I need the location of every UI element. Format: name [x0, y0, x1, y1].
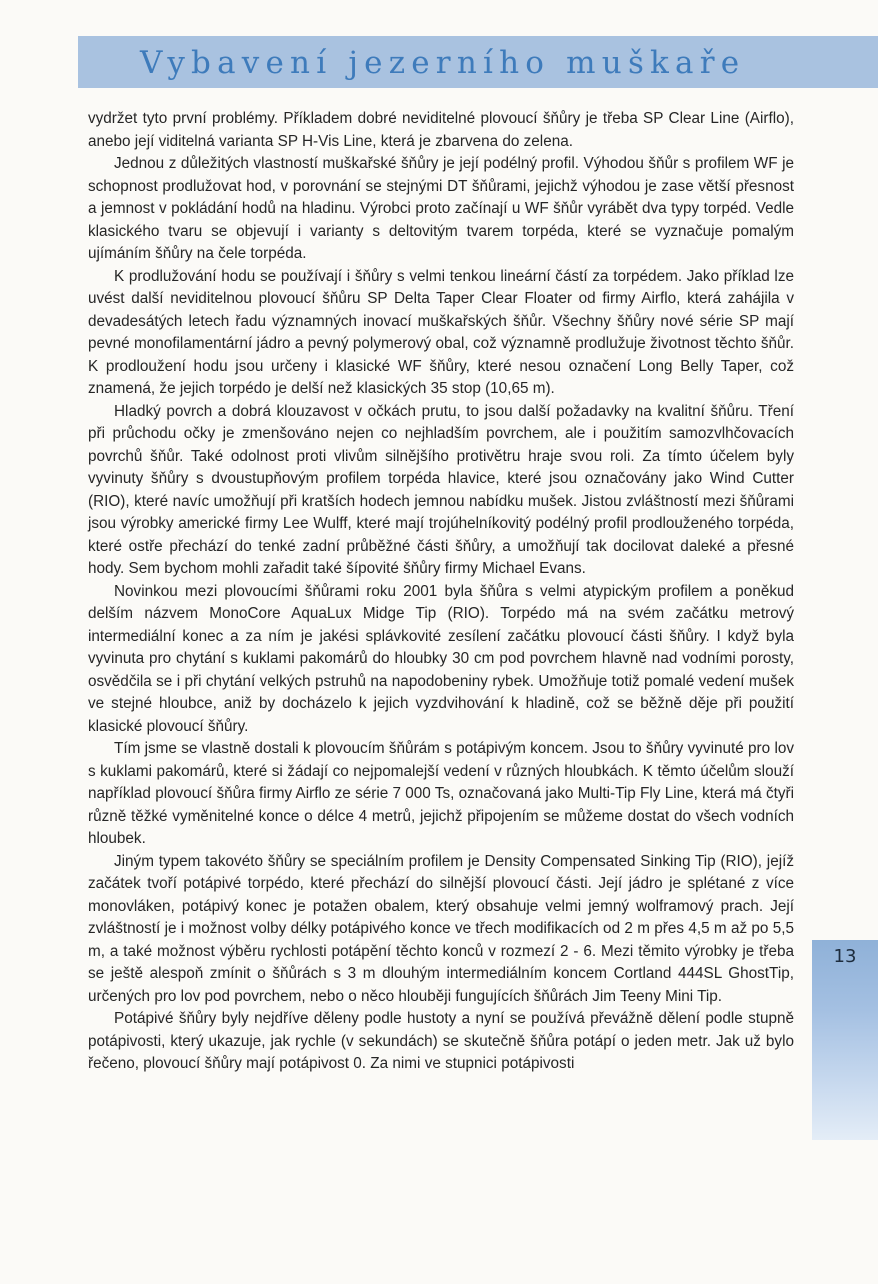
paragraph-5: Novinkou mezi plovoucími šňůrami roku 2001 byla šňůra s velmi atypickým profilem a poněkud delším názvem MonoCore AquaLux Midge Tip (RIO). Torpédo má na svém začátku metrový intermediální konec a za ním je jakési splávkovité zesílení začátku plovoucí části šňůry. I když byla vyvinuta pro chytání s kuklami pakomárů do hloubky 30 cm pod povrchem hlavně nad vodními porosty, osvědčila se i při chytání velkých pstruhů na napodobeniny rybek. Umožňuje totiž pomalé vedení mušek ve stejné hloubce, aniž by docházelo k jejich vyzdvihování k hladině, což se běžně děje při použití klasické plovoucí šňůry. — [88, 582, 794, 735]
paragraph-7: Jiným typem takovéto šňůry se speciálním profilem je Density Compensated Sinking Tip (RIO), jejíž začátek tvoří potápivé torpédo, které přechází do silnější plovoucí části. Její jádro je splétané z více monovláken, potápivý konec je potažen obalem, který obsahuje velmi jemný wolframový prach. Její zvláštností je i možnost volby délky potápivého konce ve třech modifikacích od 2 m přes 4,5 m až po 5,5 m, a také možnost výběru rychlosti potápění těchto konců v rozmezí 2 - 6. Mezi těmito výrobky je třeba se ještě alespoň zmínit o šňůrách s 3 m dlouhým intermediálním koncem Cortland 444SL GhostTip, určených pro lov pod povrchem, nebo o něco hlouběji fungujících šňůrách Jim Teeny Mini Tip. — [88, 852, 794, 1005]
paragraph-2: Jednou z důležitých vlastností muškařské šňůry je její podélný profil. Výhodou šňůr s profilem WF je schopnost prodlužovat hod, v porovnání se stejnými DT šňůrami, jejichž výhodou je zase větší přesnost a jemnost v pokládání hodů na hladinu. Výrobci proto začínají u WF šňůr vyrábět dva typy torpéd. Vedle klasického tvaru se objevují i varianty s deltovitým tvarem torpéda, které se vyznačuje pomalým ujímáním šňůry na čele torpéda. — [88, 155, 794, 262]
paragraph-6: Tím jsme se vlastně dostali k plovoucím šňůrám s potápivým koncem. Jsou to šňůry vyvinuté pro lov s kuklami pakomárů, které si žádají co nejpomalejší vedení v různých hloubkách. K těmto účelům slouží například plovoucí šňůra firmy Airflo ze série 7 000 Ts, označovaná jako Multi-Tip Fly Line, která má čtyři různě těžké vyměnitelné konce o délce 4 metrů, jejichž připojením se můžeme dostat do všech vodních hloubek. — [88, 740, 794, 847]
page-number-tab — [812, 940, 878, 1140]
chapter-title: Vybavení jezerního muškaře — [140, 45, 746, 81]
paragraph-8: Potápivé šňůry byly nejdříve děleny podle hustoty a nyní se používá převážně dělení podle stupně potápivosti, který ukazuje, jak rychle (v sekundách) se skutečně šňůra potápí o jeden metr. Jak už bylo řečeno, plovoucí šňůry mají potápivost 0. Za nimi ve stupnici potápivosti — [88, 1010, 794, 1072]
paragraph-1: vydržet tyto první problémy. Příkladem dobré neviditelné plovoucí šňůry je třeba SP Clear Line (Airflo), anebo její viditelná varianta SP H-Vis Line, která je zbarvena do zelena. — [88, 110, 794, 150]
paragraph-3: K prodlužování hodu se používají i šňůry s velmi tenkou lineární částí za torpédem. Jako příklad lze uvést další neviditelnou plovoucí šňůru SP Delta Taper Clear Floater od firmy Airflo, která zahájila v devadesátých letech řadu významných inovací muškařských šňůr. Všechny šňůry nové série SP mají pevné monofilamentární jádro a pevný polymerový obal, což významně prodlužuje životnost těchto šňůr. K prodloužení hodu jsou určeny i klasické WF šňůry, které nesou označení Long Belly Taper, což znamená, že jejich torpédo je delší než klasických 35 stop (10,65 m). — [88, 267, 794, 397]
paragraph-4: Hladký povrch a dobrá klouzavost v očkách prutu, to jsou další požadavky na kvalitní šňůru. Tření při průchodu očky je zmenšováno nejen co nejhladším povrchem, ale i použitím samozvlhčovacích povrchů šňůr. Také odolnost proti vlivům silnějšího protivětru hraje svou roli. Za tímto účelem byly vyvinuty šňůry s dvoustupňovým profilem torpéda hlavice, které jsou označovány jako Wind Cutter (RIO), které navíc umožňují při kratších hodech jemnou nabídku mušek. Jistou zvláštností mezi šňůrami jsou výrobky americké firmy Lee Wulff, které mají trojúhelníkovitý podélný profil prodlouženého torpéda, které ostře přechází do tenké zadní průběžné části šňůry, a umožňují tak docilovat daleké a přesné hody. Sem bychom mohli zařadit také šípovité šňůry firmy Michael Evans. — [88, 402, 794, 577]
page-number: 13 — [833, 946, 857, 967]
body-text — [88, 108, 794, 1076]
